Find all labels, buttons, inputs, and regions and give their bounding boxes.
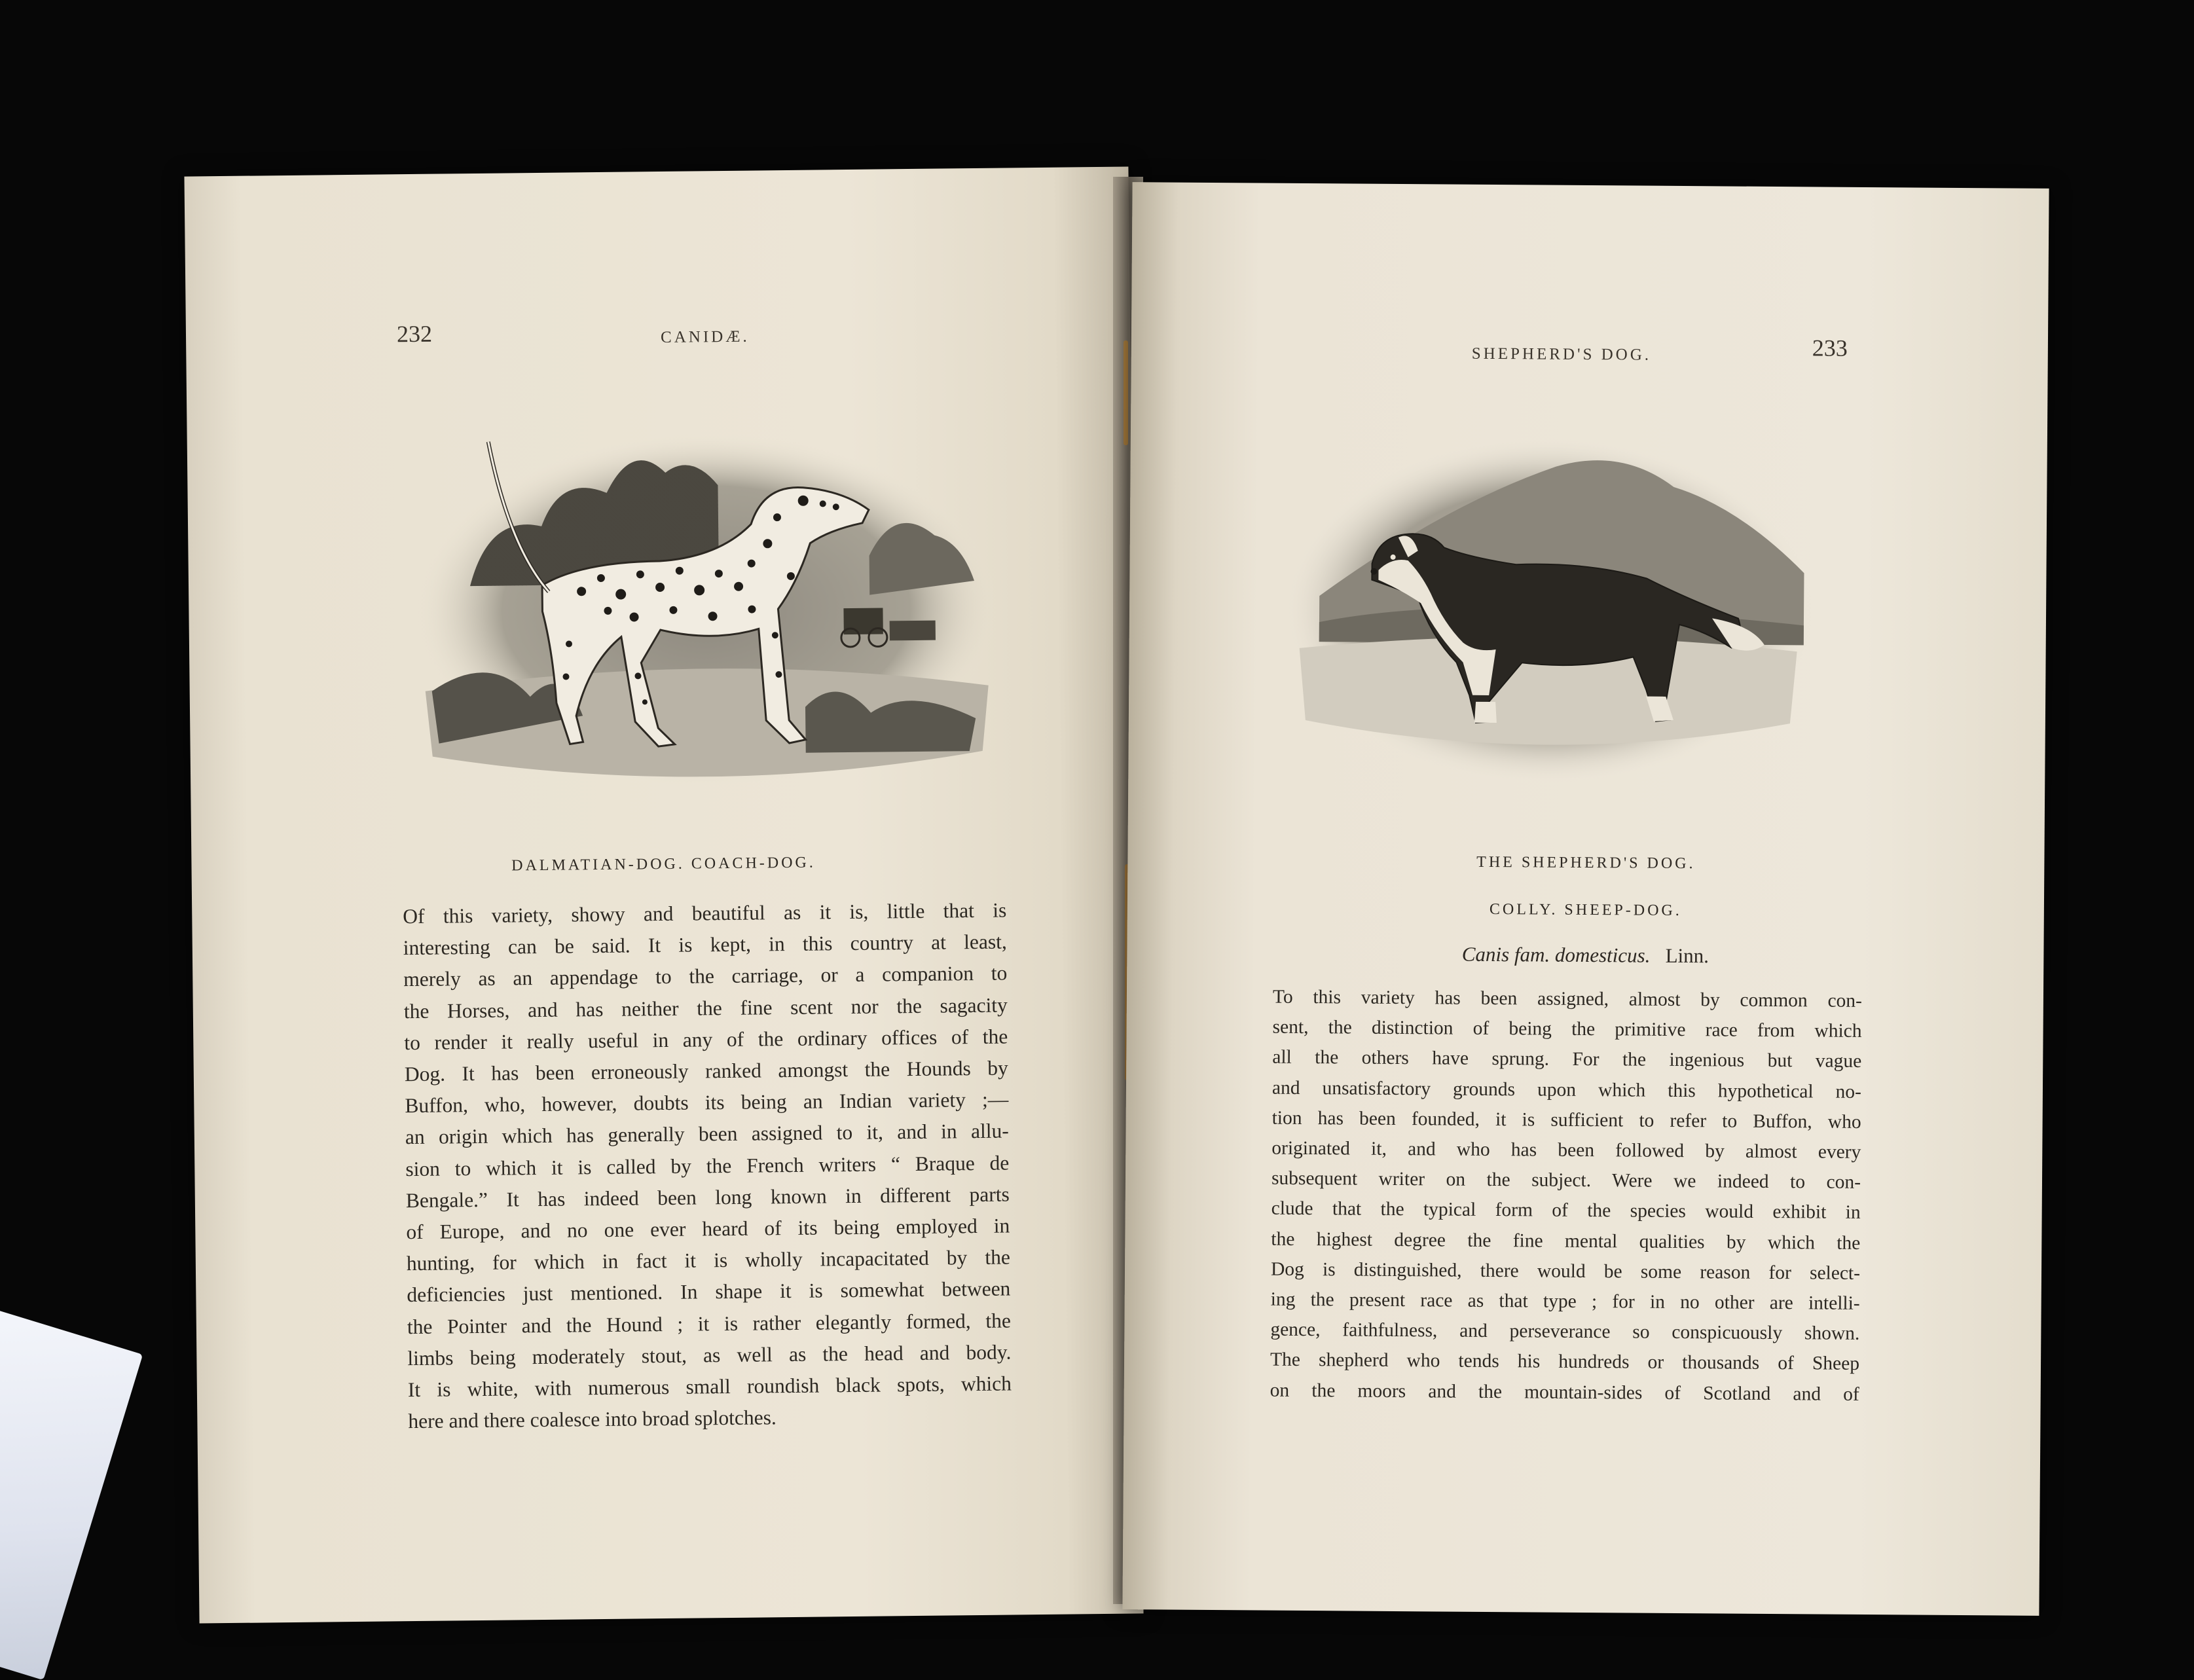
text-line: interesting can be said. It is kept, in this country at least, — [403, 930, 1007, 960]
text-line: To this variety has been assigned, almost by common con- — [1272, 986, 1863, 1012]
text-line: The shepherd who tends his hundreds or thousands of Sheep — [1270, 1349, 1860, 1375]
page-number-right: 233 — [1812, 335, 1848, 361]
text-line: to render it really useful in any of the ordinary offices of the — [404, 1025, 1008, 1054]
text-line: gence, faithfulness, and perseverance so conspicuously shown. — [1270, 1319, 1860, 1345]
latin-name: Canis fam. domesticus. — [1461, 942, 1651, 967]
text-line: the Horses, and has neither the fine scent nor the sagacity — [403, 993, 1008, 1023]
running-head-right: SHEPHERD'S DOG. — [1471, 344, 1652, 364]
illustration-caption-right: THE SHEPHERD'S DOG. — [1476, 853, 1696, 873]
text-line: sion to which it is called by the French writers “ Braque de — [405, 1151, 1010, 1180]
text-line: sent, the distinction of being the primitive race from which — [1272, 1016, 1862, 1042]
latin-authority: Linn. — [1665, 943, 1709, 968]
text-line: all the others have sprung. For the ingenious but vague — [1272, 1047, 1862, 1072]
illustration-caption-left: DALMATIAN-DOG. COACH-DOG. — [511, 854, 816, 875]
text-line: Dog. It has been erroneously ranked amongst the Hounds by — [404, 1056, 1008, 1086]
text-line: of Europe, and no one ever heard of its being employed in — [406, 1214, 1010, 1244]
text-line: Buffon, who, however, doubts its being an Indian variety ;— — [405, 1087, 1009, 1118]
binding-thread — [1124, 340, 1128, 445]
text-line: on the moors and the mountain-sides of Scotland and of — [1270, 1379, 1859, 1405]
latin-name-line — [1127, 940, 2043, 970]
text-line: tion has been founded, it is sufficient to refer to Buffon, who — [1271, 1107, 1861, 1133]
text-line: originated it, and who has been followed by almost every — [1271, 1137, 1861, 1163]
text-line: Of this variety, showy and beautiful as it is, little that is — [403, 898, 1007, 928]
running-head-left: CANIDÆ. — [660, 327, 750, 347]
text-line: It is white, with numerous small roundish black spots, which — [407, 1372, 1012, 1402]
text-line: clude that the typical form of the species would exhibit in — [1271, 1198, 1861, 1224]
text-line: Bengale.” It has indeed been long known in different parts — [405, 1182, 1010, 1212]
text-line: and unsatisfactory grounds upon which this hypothetical no- — [1271, 1077, 1862, 1103]
text-line: here and there coalesce into broad splotches. — [408, 1406, 777, 1433]
body-text-left — [403, 895, 1012, 1438]
text-line: deficiencies just mentioned. In shape it is somewhat between — [407, 1277, 1011, 1307]
illustration-subcaption-right: COLLY. SHEEP-DOG. — [1489, 900, 1682, 920]
text-line: merely as an appendage to the carriage, or a companion to — [403, 961, 1008, 991]
dalmatian-illustration — [409, 411, 1002, 809]
shepherd-dog-illustration — [1279, 426, 1818, 796]
text-line: the highest degree the fine mental qualities by which the — [1271, 1228, 1861, 1254]
page-number-left: 232 — [396, 320, 433, 348]
text-line: the Pointer and the Hound ; it is rather elegantly formed, the — [407, 1309, 1012, 1338]
left-page — [184, 167, 1143, 1624]
text-line: ing the present race as that type ; for in no other are intelli- — [1270, 1288, 1860, 1314]
text-line: an origin which has generally been assigned to it, and in allu- — [405, 1119, 1009, 1149]
text-line: subsequent writer on the subject. Were we indeed to con- — [1271, 1167, 1861, 1194]
text-line: hunting, for which in fact it is wholly incapacitated by the — [406, 1245, 1011, 1275]
text-line: limbs being moderately stout, as well as the head and body. — [407, 1340, 1012, 1370]
body-text-right — [1270, 982, 1862, 1410]
right-page — [1122, 182, 2049, 1616]
white-card — [0, 1303, 143, 1680]
text-line: Dog is distinguished, there would be some reason for select- — [1270, 1258, 1861, 1284]
